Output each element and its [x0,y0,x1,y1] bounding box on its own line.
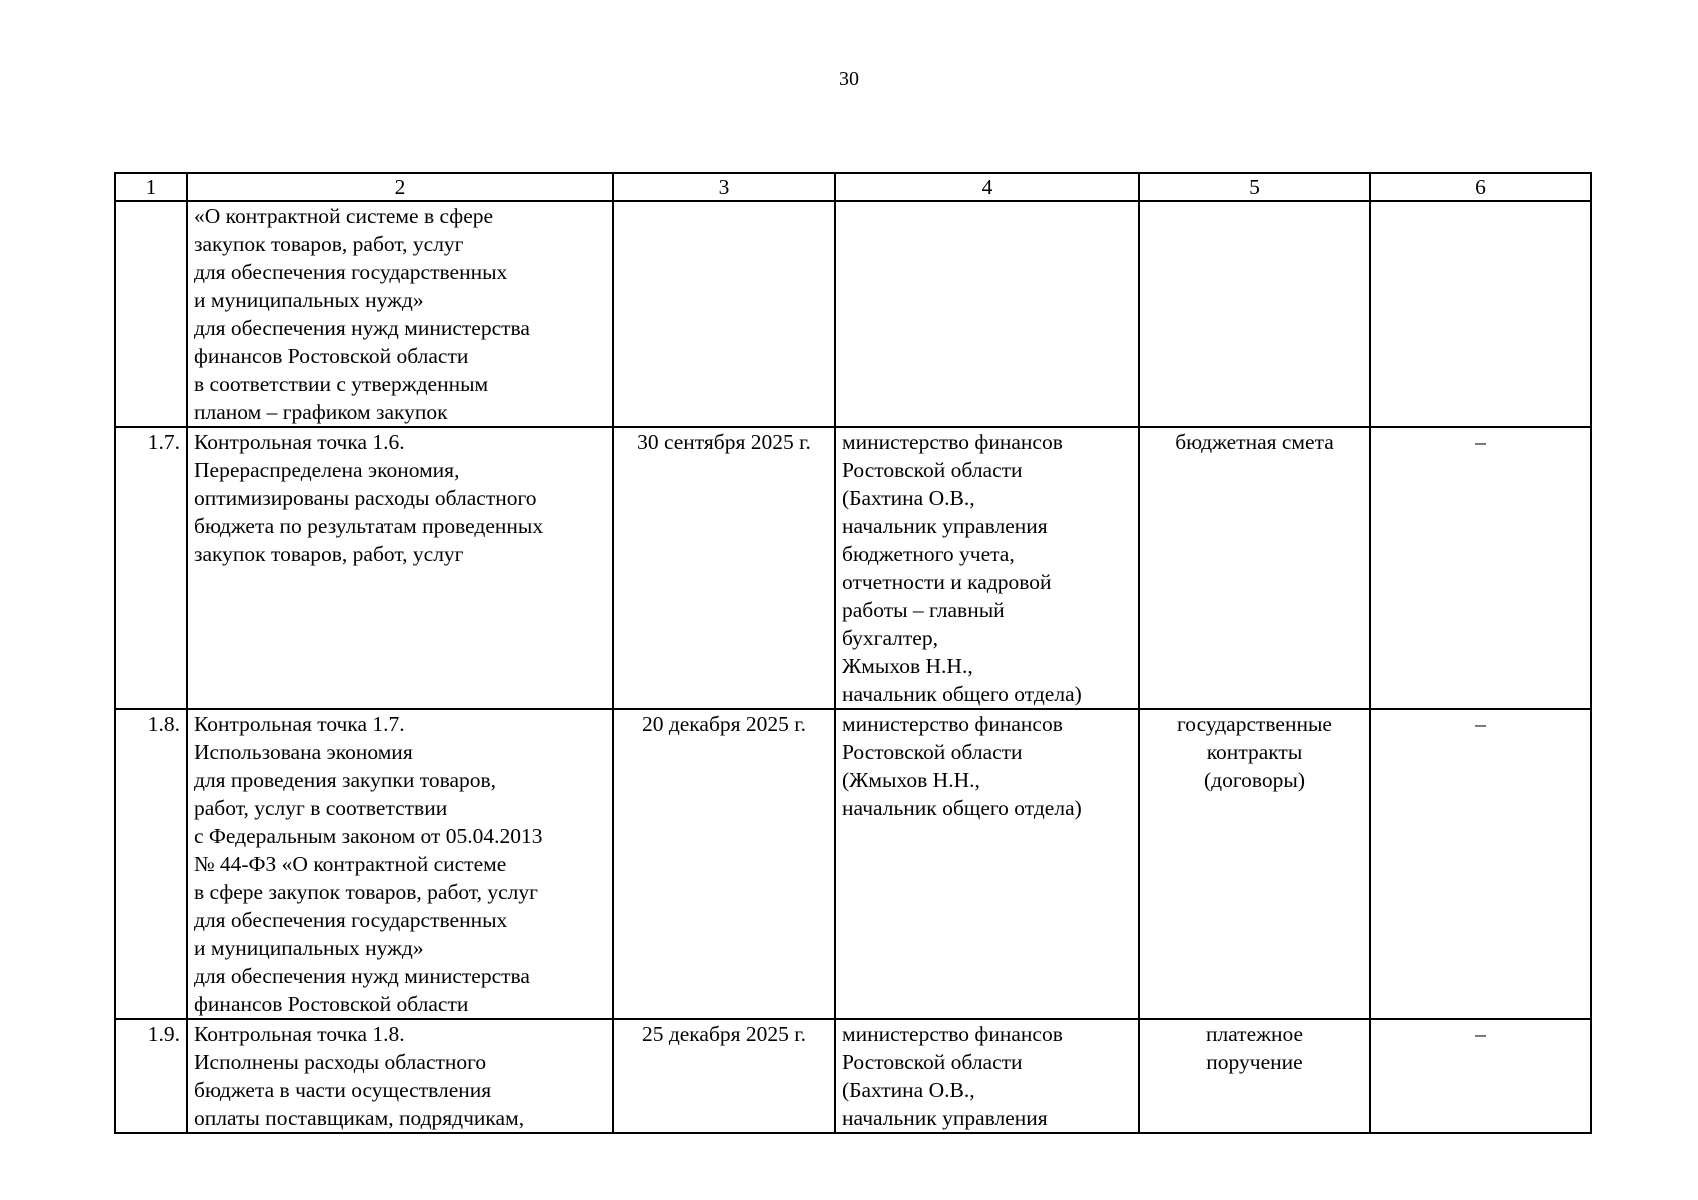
row-responsible [835,201,1139,427]
column-header-3: 3 [613,173,835,201]
column-header-1: 1 [115,173,187,201]
column-header-5: 5 [1139,173,1370,201]
row-number [115,201,187,427]
row-responsible: министерство финансов Ростовской области (Бахтина О.В., начальник управления [835,1019,1139,1133]
row-description: Контрольная точка 1.6. Перераспределена экономия, оптимизированы расходы областного бюджета по результатам проведенных закупок товаров, работ, услуг [187,427,613,709]
row-description: «О контрактной системе в сфере закупок товаров, работ, услуг для обеспечения государственных и муниципальных нужд» для обеспечения нужд министерства финансов Ростовской области в соответствии с утвержденным планом – графиком закупок [187,201,613,427]
row-description: Контрольная точка 1.8. Исполнены расходы областного бюджета в части осуществления оплаты поставщикам, подрядчикам, [187,1019,613,1133]
table-row [115,201,1591,427]
row-description: Контрольная точка 1.7. Использована экономия для проведения закупки товаров, работ, услуг в соответствии с Федеральным законом от 05.04.2013 № 44-ФЗ «О контрактной системе в сфере закупок товаров, работ, услуг для обеспечения государственных и муниципальных нужд» для обеспечения нужд министерства финансов Ростовской области [187,709,613,1019]
row-note: – [1370,1019,1591,1133]
row-note: – [1370,427,1591,709]
row-number: 1.7. [115,427,187,709]
table-row [115,709,1591,1019]
table-header-row [115,173,1591,201]
row-date: 25 декабря 2025 г. [613,1019,835,1133]
table-row [115,427,1591,709]
row-document: платежное поручение [1139,1019,1370,1133]
column-header-2: 2 [187,173,613,201]
row-note [1370,201,1591,427]
column-header-6: 6 [1370,173,1591,201]
row-note: – [1370,709,1591,1019]
row-responsible: министерство финансов Ростовской области (Бахтина О.В., начальник управления бюджетного учета, отчетности и кадровой работы – главный бухгалтер, Жмыхов Н.Н., начальник общего отдела) [835,427,1139,709]
plan-table [114,172,1592,1134]
page-number: 30 [839,68,859,90]
row-date: 20 декабря 2025 г. [613,709,835,1019]
row-date [613,201,835,427]
row-document: бюджетная смета [1139,427,1370,709]
column-header-4: 4 [835,173,1139,201]
table-row [115,1019,1591,1133]
row-document: государственные контракты (договоры) [1139,709,1370,1019]
row-responsible: министерство финансов Ростовской области (Жмыхов Н.Н., начальник общего отдела) [835,709,1139,1019]
row-document [1139,201,1370,427]
row-date: 30 сентября 2025 г. [613,427,835,709]
row-number: 1.9. [115,1019,187,1133]
row-number: 1.8. [115,709,187,1019]
